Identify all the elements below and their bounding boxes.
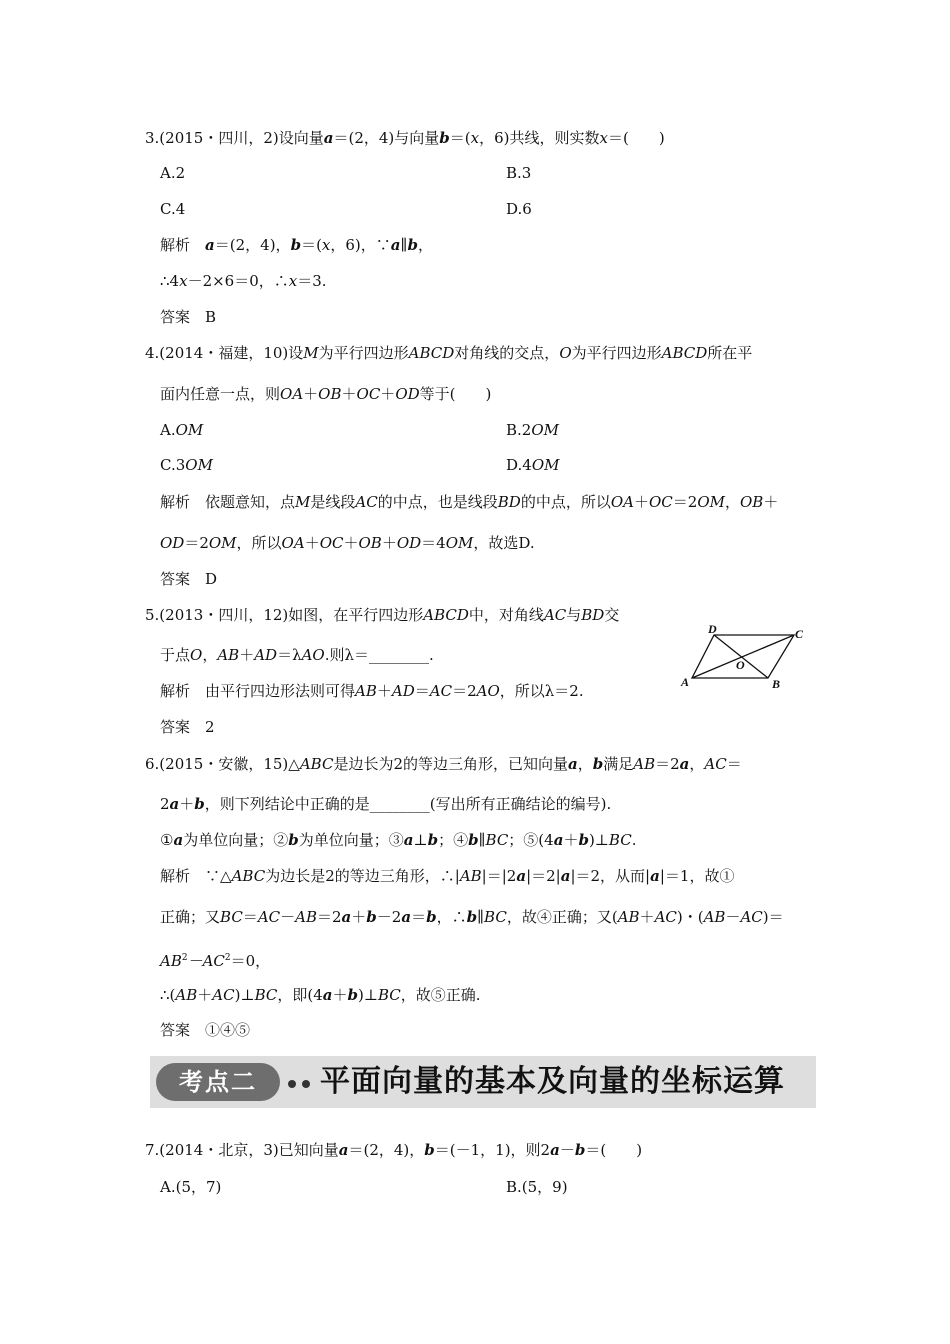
var: b bbox=[578, 831, 589, 849]
text: ＝ bbox=[726, 755, 742, 773]
text: 面内任意一点，则 bbox=[160, 385, 281, 403]
var: AB bbox=[160, 952, 182, 970]
text: ＋ bbox=[303, 385, 319, 403]
text: ∥ bbox=[400, 236, 408, 254]
answer-label: 答案 bbox=[160, 1021, 191, 1039]
var: BD bbox=[497, 493, 521, 511]
var: BC bbox=[484, 908, 507, 926]
answer-label: 答案 bbox=[160, 718, 191, 736]
parallelogram-figure bbox=[678, 618, 808, 690]
q4-analysis-2 bbox=[160, 533, 535, 553]
text: － bbox=[280, 908, 296, 926]
text: ， bbox=[724, 493, 740, 511]
var: OM bbox=[697, 493, 725, 511]
text: . bbox=[631, 831, 637, 849]
text: ＝ bbox=[242, 908, 258, 926]
var: AC bbox=[257, 908, 281, 926]
text: － bbox=[559, 1141, 575, 1159]
var: AC bbox=[543, 606, 567, 624]
text: ＋ bbox=[332, 986, 348, 1004]
answer-label: 答案 bbox=[160, 308, 191, 326]
var: OC bbox=[648, 493, 673, 511]
var: OC bbox=[319, 534, 344, 552]
var: AB bbox=[175, 986, 198, 1004]
var: x bbox=[179, 272, 188, 290]
q4-stem-2 bbox=[160, 384, 491, 404]
text: ＋ bbox=[763, 493, 779, 511]
q6-analysis-3 bbox=[160, 948, 270, 971]
var: OM bbox=[208, 534, 237, 552]
var: a bbox=[679, 755, 690, 773]
text: )＝ bbox=[762, 908, 784, 926]
text: 所在平 bbox=[707, 344, 753, 362]
text: ，6)，∵ bbox=[330, 236, 391, 254]
var: OD bbox=[160, 534, 185, 552]
var: OB bbox=[739, 493, 764, 511]
text: ；⑤(4 bbox=[508, 831, 554, 849]
var: a bbox=[550, 1141, 560, 1159]
text: ＝( bbox=[449, 129, 471, 147]
var: M bbox=[303, 344, 319, 362]
var: ABCD bbox=[423, 606, 469, 624]
var: OC bbox=[356, 385, 381, 403]
q4-stem bbox=[145, 343, 752, 363]
text: ∴( bbox=[160, 986, 176, 1004]
text: 的中点，所以 bbox=[520, 493, 611, 511]
superscript: 2 bbox=[181, 953, 188, 963]
q6-analysis-2 bbox=[160, 907, 784, 927]
text: ＝λ bbox=[277, 646, 302, 664]
section-banner bbox=[150, 1056, 816, 1108]
text: ＋ bbox=[563, 831, 579, 849]
analysis-label: 解析 bbox=[160, 867, 191, 885]
text: ；④ bbox=[438, 831, 469, 849]
answer-value: D bbox=[205, 570, 218, 588]
q5-stem bbox=[145, 605, 619, 625]
var: ABCD bbox=[661, 344, 708, 362]
var: ABC bbox=[231, 867, 266, 885]
text: ＋ bbox=[197, 986, 213, 1004]
text: )⊥ bbox=[358, 986, 378, 1004]
var: AO bbox=[476, 682, 500, 700]
text: )・( bbox=[676, 908, 704, 926]
var: b bbox=[194, 795, 205, 813]
text: ，所以λ＝2. bbox=[499, 682, 584, 700]
var: a bbox=[560, 867, 571, 885]
var: b bbox=[288, 831, 299, 849]
fig-label-o: O bbox=[736, 658, 745, 672]
var: a bbox=[322, 986, 333, 1004]
text: ＋ bbox=[179, 795, 195, 813]
q5-answer bbox=[160, 717, 215, 737]
var: AC bbox=[704, 755, 727, 773]
answer-value: 2 bbox=[205, 718, 215, 736]
text: 于点 bbox=[160, 646, 191, 664]
var: OA bbox=[610, 493, 634, 511]
bullet-dot-icon bbox=[288, 1080, 296, 1088]
var: AC bbox=[429, 682, 453, 700]
q4-analysis bbox=[160, 492, 778, 512]
var: BC bbox=[254, 986, 278, 1004]
q3-stem bbox=[145, 128, 665, 148]
var: OM bbox=[175, 421, 204, 439]
q4-answer bbox=[160, 569, 217, 589]
var: OM bbox=[531, 456, 560, 474]
answer-label: 答案 bbox=[160, 570, 191, 588]
text: ＝2 bbox=[655, 755, 680, 773]
var: b bbox=[427, 831, 439, 849]
text: 中，对角线 bbox=[468, 606, 544, 624]
text: 是线段 bbox=[310, 493, 356, 511]
var: b bbox=[290, 236, 302, 254]
text: ，即(4 bbox=[277, 986, 323, 1004]
q3-option-a: A.2 bbox=[160, 164, 186, 182]
text: 为边长是2的等边三角形，∴| bbox=[265, 867, 460, 885]
var: OA bbox=[281, 534, 305, 552]
text: ＝(－1，1)，则2 bbox=[434, 1141, 551, 1159]
text: 6.(2015・安徽，15)△ bbox=[145, 755, 300, 773]
q3-answer bbox=[160, 307, 216, 327]
var: a bbox=[401, 908, 412, 926]
var: a bbox=[516, 867, 527, 885]
var: OM bbox=[445, 534, 474, 552]
text: 5.(2013・四川，12)如图，在平行四边形 bbox=[145, 606, 424, 624]
text: ∴4 bbox=[160, 272, 180, 290]
text: 等于( ) bbox=[419, 385, 492, 403]
text: ＝ bbox=[414, 682, 430, 700]
text: 的中点，也是线段 bbox=[377, 493, 498, 511]
fig-label-c: C bbox=[795, 627, 804, 641]
text: ＝(2，4)， bbox=[348, 1141, 425, 1159]
var: BD bbox=[581, 606, 605, 624]
text: ＝2 bbox=[452, 682, 477, 700]
q4-option-c bbox=[160, 455, 213, 475]
text: 依题意知，点 bbox=[205, 493, 296, 511]
text: ＝(2，4)， bbox=[214, 236, 291, 254]
text: － bbox=[725, 908, 741, 926]
text: ＋ bbox=[341, 385, 357, 403]
var: AB bbox=[295, 908, 317, 926]
text: ＋ bbox=[639, 908, 655, 926]
var: O bbox=[559, 344, 572, 362]
q7-option-a: A.(5，7) bbox=[160, 1178, 222, 1196]
text: 7.(2014・北京，3)已知向量 bbox=[145, 1141, 339, 1159]
q5-analysis bbox=[160, 681, 584, 701]
text: ＋ bbox=[304, 534, 320, 552]
q4-option-b bbox=[506, 420, 559, 440]
q6-stem bbox=[145, 754, 742, 774]
var: a bbox=[403, 831, 414, 849]
var: AB bbox=[703, 908, 726, 926]
text: ，则下列结论中正确的是________(写出所有正确结论的编号). bbox=[204, 795, 612, 813]
text: 与 bbox=[566, 606, 582, 624]
text: D.4 bbox=[506, 456, 532, 474]
var: a bbox=[390, 236, 401, 254]
var: a bbox=[338, 1141, 349, 1159]
text: B.2 bbox=[506, 421, 532, 439]
text: ＝3. bbox=[297, 272, 327, 290]
text: ＝2 bbox=[317, 908, 342, 926]
fig-label-b: B bbox=[772, 677, 781, 690]
text: ，所以 bbox=[236, 534, 282, 552]
text: ⊥ bbox=[413, 831, 428, 849]
var: BC bbox=[485, 831, 509, 849]
q3-analysis bbox=[160, 235, 433, 255]
q6-analysis bbox=[160, 866, 734, 886]
var: BC bbox=[220, 908, 243, 926]
q6-choices bbox=[160, 830, 636, 850]
fig-label-a: A bbox=[681, 675, 690, 689]
var: OB bbox=[318, 385, 342, 403]
analysis-label: 解析 bbox=[160, 236, 191, 254]
var: b bbox=[424, 1141, 435, 1159]
var: b bbox=[466, 908, 478, 926]
var: AB bbox=[459, 867, 482, 885]
q6-answer bbox=[160, 1020, 250, 1040]
text: ＝0， bbox=[230, 952, 271, 970]
fig-label-d: D bbox=[708, 622, 717, 636]
text: ① bbox=[160, 831, 174, 849]
var: b bbox=[426, 908, 437, 926]
text: 为单位向量；③ bbox=[298, 831, 404, 849]
var: a bbox=[173, 831, 184, 849]
q4-option-a bbox=[160, 420, 203, 440]
var: OA bbox=[280, 385, 304, 403]
var: OD bbox=[395, 385, 420, 403]
text: ＋ bbox=[239, 646, 255, 664]
text: ＋ bbox=[376, 682, 392, 700]
var: x bbox=[288, 272, 298, 290]
text: ＋ bbox=[343, 534, 359, 552]
text: ＝4 bbox=[421, 534, 446, 552]
text: 为平行四边形 bbox=[318, 344, 409, 362]
q3-option-c: C.4 bbox=[160, 200, 186, 218]
var: －AC bbox=[187, 952, 225, 970]
text: ∥ bbox=[478, 831, 486, 849]
text: ＝( bbox=[301, 236, 322, 254]
var: OD bbox=[396, 534, 422, 552]
text: －2 bbox=[376, 908, 402, 926]
text: ＝( ) bbox=[607, 129, 665, 147]
var: O bbox=[190, 646, 203, 664]
q7-option-b: B.(5，9) bbox=[506, 1178, 568, 1196]
text: ＋ bbox=[380, 385, 396, 403]
section-title: 平面向量的基本及向量的坐标运算 bbox=[320, 1064, 785, 1099]
var: AD bbox=[254, 646, 278, 664]
bullet-dot-icon bbox=[302, 1080, 310, 1088]
text: ∥ bbox=[477, 908, 485, 926]
var: a bbox=[323, 129, 334, 147]
q3-analysis-2 bbox=[160, 271, 327, 291]
text: ，6)共线，则实数 bbox=[479, 129, 600, 147]
var: ABC bbox=[299, 755, 334, 773]
var: b bbox=[468, 831, 479, 849]
q3-option-b: B.3 bbox=[506, 164, 532, 182]
q3-option-d: D.6 bbox=[506, 200, 532, 218]
var: a bbox=[567, 755, 578, 773]
var: AB bbox=[217, 646, 240, 664]
text: C.3 bbox=[160, 456, 186, 474]
var: AD bbox=[391, 682, 415, 700]
text: ，故选D. bbox=[473, 534, 535, 552]
text: 正确；又 bbox=[160, 908, 221, 926]
var: AC bbox=[212, 986, 235, 1004]
text: 2 bbox=[160, 795, 170, 813]
answer-value: B bbox=[205, 308, 217, 326]
var: b bbox=[407, 236, 418, 254]
var: AC bbox=[355, 493, 378, 511]
var: OM bbox=[185, 456, 213, 474]
text: 是边长为2的等边三角形，已知向量 bbox=[333, 755, 568, 773]
text: |＝|2 bbox=[481, 867, 517, 885]
var: b bbox=[347, 986, 358, 1004]
var: x bbox=[321, 236, 331, 254]
text: －2×6＝0，∴ bbox=[187, 272, 289, 290]
var: BC bbox=[608, 831, 632, 849]
q6-stem-2 bbox=[160, 794, 611, 814]
var: AC bbox=[654, 908, 677, 926]
text: ，∴ bbox=[436, 908, 467, 926]
var: b bbox=[574, 1141, 586, 1159]
text: |＝1，故① bbox=[659, 867, 735, 885]
section-badge: 考点二 bbox=[156, 1063, 280, 1101]
text: 满足 bbox=[603, 755, 634, 773]
text: ＋ bbox=[381, 534, 397, 552]
text: ＝ bbox=[411, 908, 427, 926]
q7-stem bbox=[145, 1140, 642, 1160]
text: |＝2，从而| bbox=[570, 867, 651, 885]
text: 4.(2014・福建，10)设 bbox=[145, 344, 304, 362]
superscript: 2 bbox=[224, 953, 231, 963]
var: AB bbox=[633, 755, 656, 773]
text: ＝2 bbox=[672, 493, 698, 511]
text: ＝2 bbox=[184, 534, 209, 552]
analysis-label: 解析 bbox=[160, 682, 191, 700]
text: 交 bbox=[604, 606, 620, 624]
text: ， bbox=[689, 755, 705, 773]
var: x bbox=[599, 129, 608, 147]
var: AB bbox=[617, 908, 640, 926]
text: 为平行四边形 bbox=[571, 344, 662, 362]
text: )⊥ bbox=[234, 986, 255, 1004]
text: ， bbox=[202, 646, 218, 664]
text: 对角线的交点， bbox=[454, 344, 560, 362]
text: ， bbox=[577, 755, 593, 773]
var: ABCD bbox=[408, 344, 455, 362]
var: AC bbox=[740, 908, 763, 926]
text: ，故④正确；又( bbox=[506, 908, 618, 926]
q6-analysis-4 bbox=[160, 985, 481, 1005]
text: ＝(2，4)与向量 bbox=[333, 129, 440, 147]
q4-option-d bbox=[506, 455, 559, 475]
text: ， bbox=[417, 236, 433, 254]
var: OB bbox=[358, 534, 382, 552]
var: OM bbox=[531, 421, 559, 439]
text: ∵△ bbox=[205, 867, 232, 885]
text: ＋ bbox=[633, 493, 649, 511]
var: a bbox=[553, 831, 564, 849]
text: .则λ＝________. bbox=[324, 646, 434, 664]
var: b bbox=[592, 755, 604, 773]
text: |＝2| bbox=[526, 867, 561, 885]
var: AB bbox=[355, 682, 377, 700]
var: BC bbox=[377, 986, 401, 1004]
text: 为单位向量；② bbox=[183, 831, 289, 849]
text: ＝( ) bbox=[585, 1141, 643, 1159]
var: M bbox=[295, 493, 311, 511]
analysis-label: 解析 bbox=[160, 493, 191, 511]
q5-stem-2 bbox=[160, 645, 434, 665]
text: ＋ bbox=[351, 908, 367, 926]
text: 3.(2015・四川，2)设向量 bbox=[145, 129, 324, 147]
var: b bbox=[366, 908, 377, 926]
var: a bbox=[205, 236, 215, 254]
text: )⊥ bbox=[588, 831, 609, 849]
var: a bbox=[341, 908, 352, 926]
text: A. bbox=[160, 421, 176, 439]
var: a bbox=[650, 867, 660, 885]
var: AO bbox=[301, 646, 325, 664]
var: a bbox=[169, 795, 180, 813]
var: b bbox=[439, 129, 450, 147]
text: ，故⑤正确. bbox=[400, 986, 481, 1004]
text: 由平行四边形法则可得 bbox=[205, 682, 356, 700]
var: x bbox=[470, 129, 480, 147]
answer-value: ①④⑤ bbox=[205, 1021, 251, 1039]
